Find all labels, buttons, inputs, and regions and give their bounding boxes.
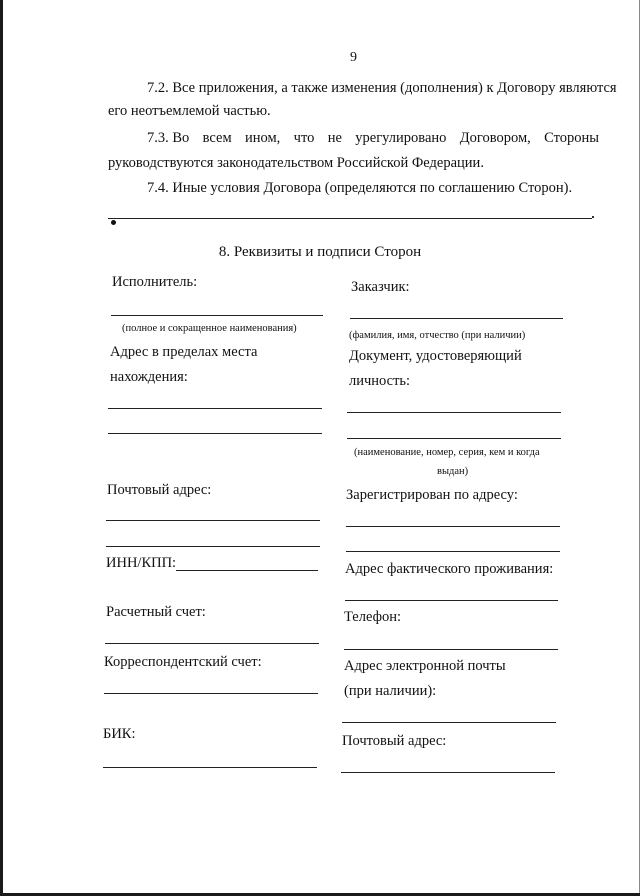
executor-correspondent-label: Корреспондентский счет: (104, 654, 262, 670)
customer-registered-line-1 (346, 526, 560, 527)
executor-address-line-2 (108, 433, 322, 434)
clause-7-3-line-1-word: ином, (245, 130, 281, 146)
customer-postal-line (341, 772, 555, 773)
page-number: 9 (350, 50, 357, 65)
customer-email-line (342, 722, 556, 723)
customer-phone-label: Телефон: (344, 609, 402, 625)
customer-name-hint: (фамилия, имя, отчество (при наличии) (349, 330, 526, 341)
section-title: 8. Реквизиты и подписи Сторон (218, 244, 422, 260)
customer-document-hint-2: выдан) (437, 466, 469, 477)
clause-7-3-line-1-word: Стороны (544, 130, 599, 146)
executor-name-hint: (полное и сокращенное наименования) (122, 323, 297, 334)
customer-document-label-2: личность: (349, 373, 411, 389)
executor-address-label-1: Адрес в пределах места (110, 344, 258, 360)
customer-email-label-1: Адрес электронной почты (344, 658, 506, 674)
executor-correspondent-line (104, 693, 318, 694)
customer-document-line-2 (347, 438, 561, 439)
executor-address-line-1 (108, 408, 322, 409)
customer-actual-address-label: Адрес фактического проживания: (345, 561, 554, 577)
scan-border-left (0, 0, 3, 896)
executor-title: Исполнитель: (112, 274, 198, 290)
clause-7-3-line-1-word: всем (202, 130, 232, 146)
clause-7-3-line-1-word: урегулировано (355, 130, 447, 146)
executor-address-label-2: нахождения: (110, 369, 188, 385)
customer-document-hint-1: (наименование, номер, серия, кем и когда (354, 447, 540, 458)
bullet-mark (111, 220, 116, 225)
clause-7-2-line-1 (147, 80, 617, 97)
clause-7-3-line-1-word: что (293, 130, 315, 146)
executor-postal-label: Почтовый адрес: (107, 482, 212, 498)
executor-inn-label: ИНН/КПП: (106, 555, 177, 571)
clause-7-3-line-1-word: 7.3. Во (147, 130, 190, 146)
customer-registered-label: Зарегистрирован по адресу: (346, 487, 518, 503)
clause-7-4-fill-line (108, 218, 592, 219)
customer-title: Заказчик: (351, 279, 410, 295)
clause-7-3-line-2: руководствуются законодательством Российской Федерации. (108, 155, 484, 171)
executor-bik-label: БИК: (103, 726, 136, 742)
customer-document-line-1 (347, 412, 561, 413)
clause-7-2-line-2: его неотъемлемой частью. (108, 103, 271, 119)
executor-inn-line (176, 570, 318, 571)
executor-name-line (111, 315, 323, 316)
executor-postal-line-2 (106, 546, 320, 547)
executor-postal-line-1 (106, 520, 320, 521)
customer-registered-line-2 (346, 551, 560, 552)
scan-dot (592, 216, 594, 218)
clause-7-2-line-1-word: 7.2. Все приложения, а также изменения (дополнения) к Договору являются (147, 80, 617, 96)
executor-settlement-line (105, 643, 319, 644)
customer-email-label-2: (при наличии): (344, 683, 437, 699)
customer-document-label-1: Документ, удостоверяющий (349, 348, 522, 364)
customer-actual-address-line (345, 600, 558, 601)
customer-postal-label: Почтовый адрес: (342, 733, 447, 749)
clause-7-3-line-1-word: не (327, 130, 342, 146)
executor-settlement-label: Расчетный счет: (106, 604, 206, 620)
clause-7-4: 7.4. Иные условия Договора (определяются по соглашению Сторон). (147, 180, 573, 196)
customer-phone-line (344, 649, 558, 650)
clause-7-3-line-1-word: Договором, (459, 130, 531, 146)
customer-name-line (350, 318, 563, 319)
executor-bik-line (103, 767, 317, 768)
clause-7-3-line-1 (147, 130, 599, 147)
